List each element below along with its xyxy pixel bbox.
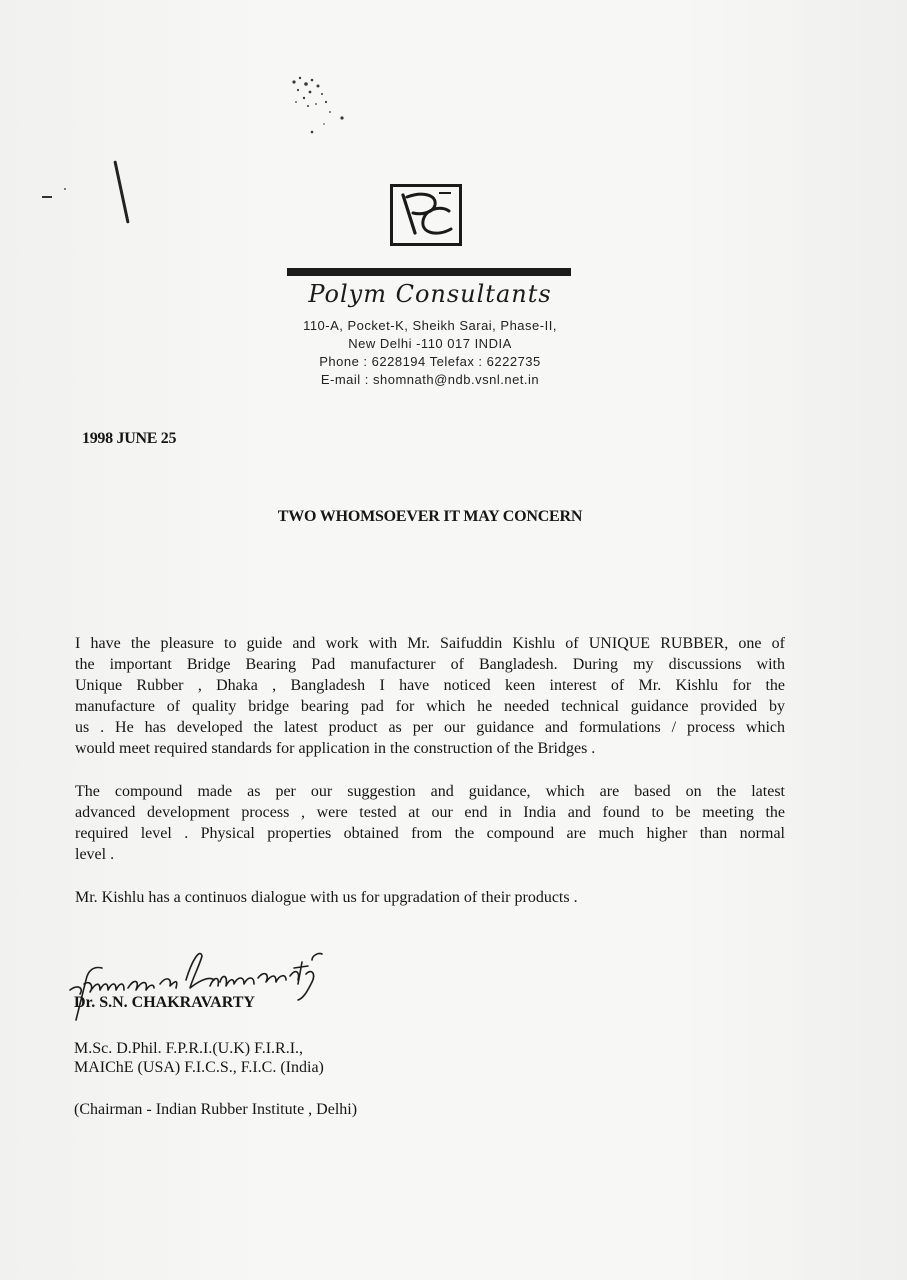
paragraph-1-line: manufacture of quality bridge bearing pad for which he needed technical guidance provided by [75,698,785,715]
address-line-2: New Delhi -110 017 INDIA [348,336,512,351]
signatory-name: Dr. S.N. CHAKRAVARTY [74,994,255,1011]
credentials-line-1: M.Sc. D.Phil. F.P.R.I.(U.K) F.I.R.I., [74,1040,304,1057]
credentials-line-2: MAIChE (USA) F.I.C.S., F.I.C. (India) [74,1059,324,1076]
phone-line: Phone : 6228194 Telefax : 6222735 [319,354,541,369]
pen-mark-dot [64,188,66,190]
handwritten-signature [50,940,350,1025]
paragraph-2-line: level . [75,846,115,863]
paragraph-2-line: advanced development process , were tested at our end in India and found to be meeting the [75,804,785,821]
pen-mark-dash [42,196,52,198]
letter-date: 1998 JUNE 25 [82,430,177,447]
scan-speck-cluster [286,72,356,142]
pc-monogram-logo-icon [390,184,462,246]
company-name: Polym Consultants [308,280,552,308]
letter-subject: TWO WHOMSOEVER IT MAY CONCERN [277,508,583,525]
address-line-1: 110-A, Pocket-K, Sheikh Sarai, Phase-II, [303,318,557,333]
paragraph-1-line: would meet required standards for application in the construction of the Bridges . [75,740,596,757]
pen-mark-slash [113,160,129,223]
paragraph-2-line: required level . Physical properties obtained from the compound are much higher than normal [75,825,785,842]
signatory-position: (Chairman - Indian Rubber Institute , Delhi) [74,1101,358,1118]
paragraph-1-line: Unique Rubber , Dhaka , Bangladesh I have noticed keen interest of Mr. Kishlu for the [75,677,785,694]
paragraph-1-line: I have the pleasure to guide and work with Mr. Saifuddin Kishlu of UNIQUE RUBBER, one of [75,635,785,652]
letterhead-bar [287,268,571,276]
paragraph-3-line: Mr. Kishlu has a continuos dialogue with us for upgradation of their products . [75,889,578,906]
email-line: E-mail : shomnath@ndb.vsnl.net.in [320,372,540,387]
paragraph-1-line: the important Bridge Bearing Pad manufacturer of Bangladesh. During my discussions with [75,656,785,673]
paragraph-2-line: The compound made as per our suggestion and guidance, which are based on the latest [75,783,785,800]
paragraph-1-line: us . He has developed the latest product as per our guidance and formulations / process which [75,719,785,736]
